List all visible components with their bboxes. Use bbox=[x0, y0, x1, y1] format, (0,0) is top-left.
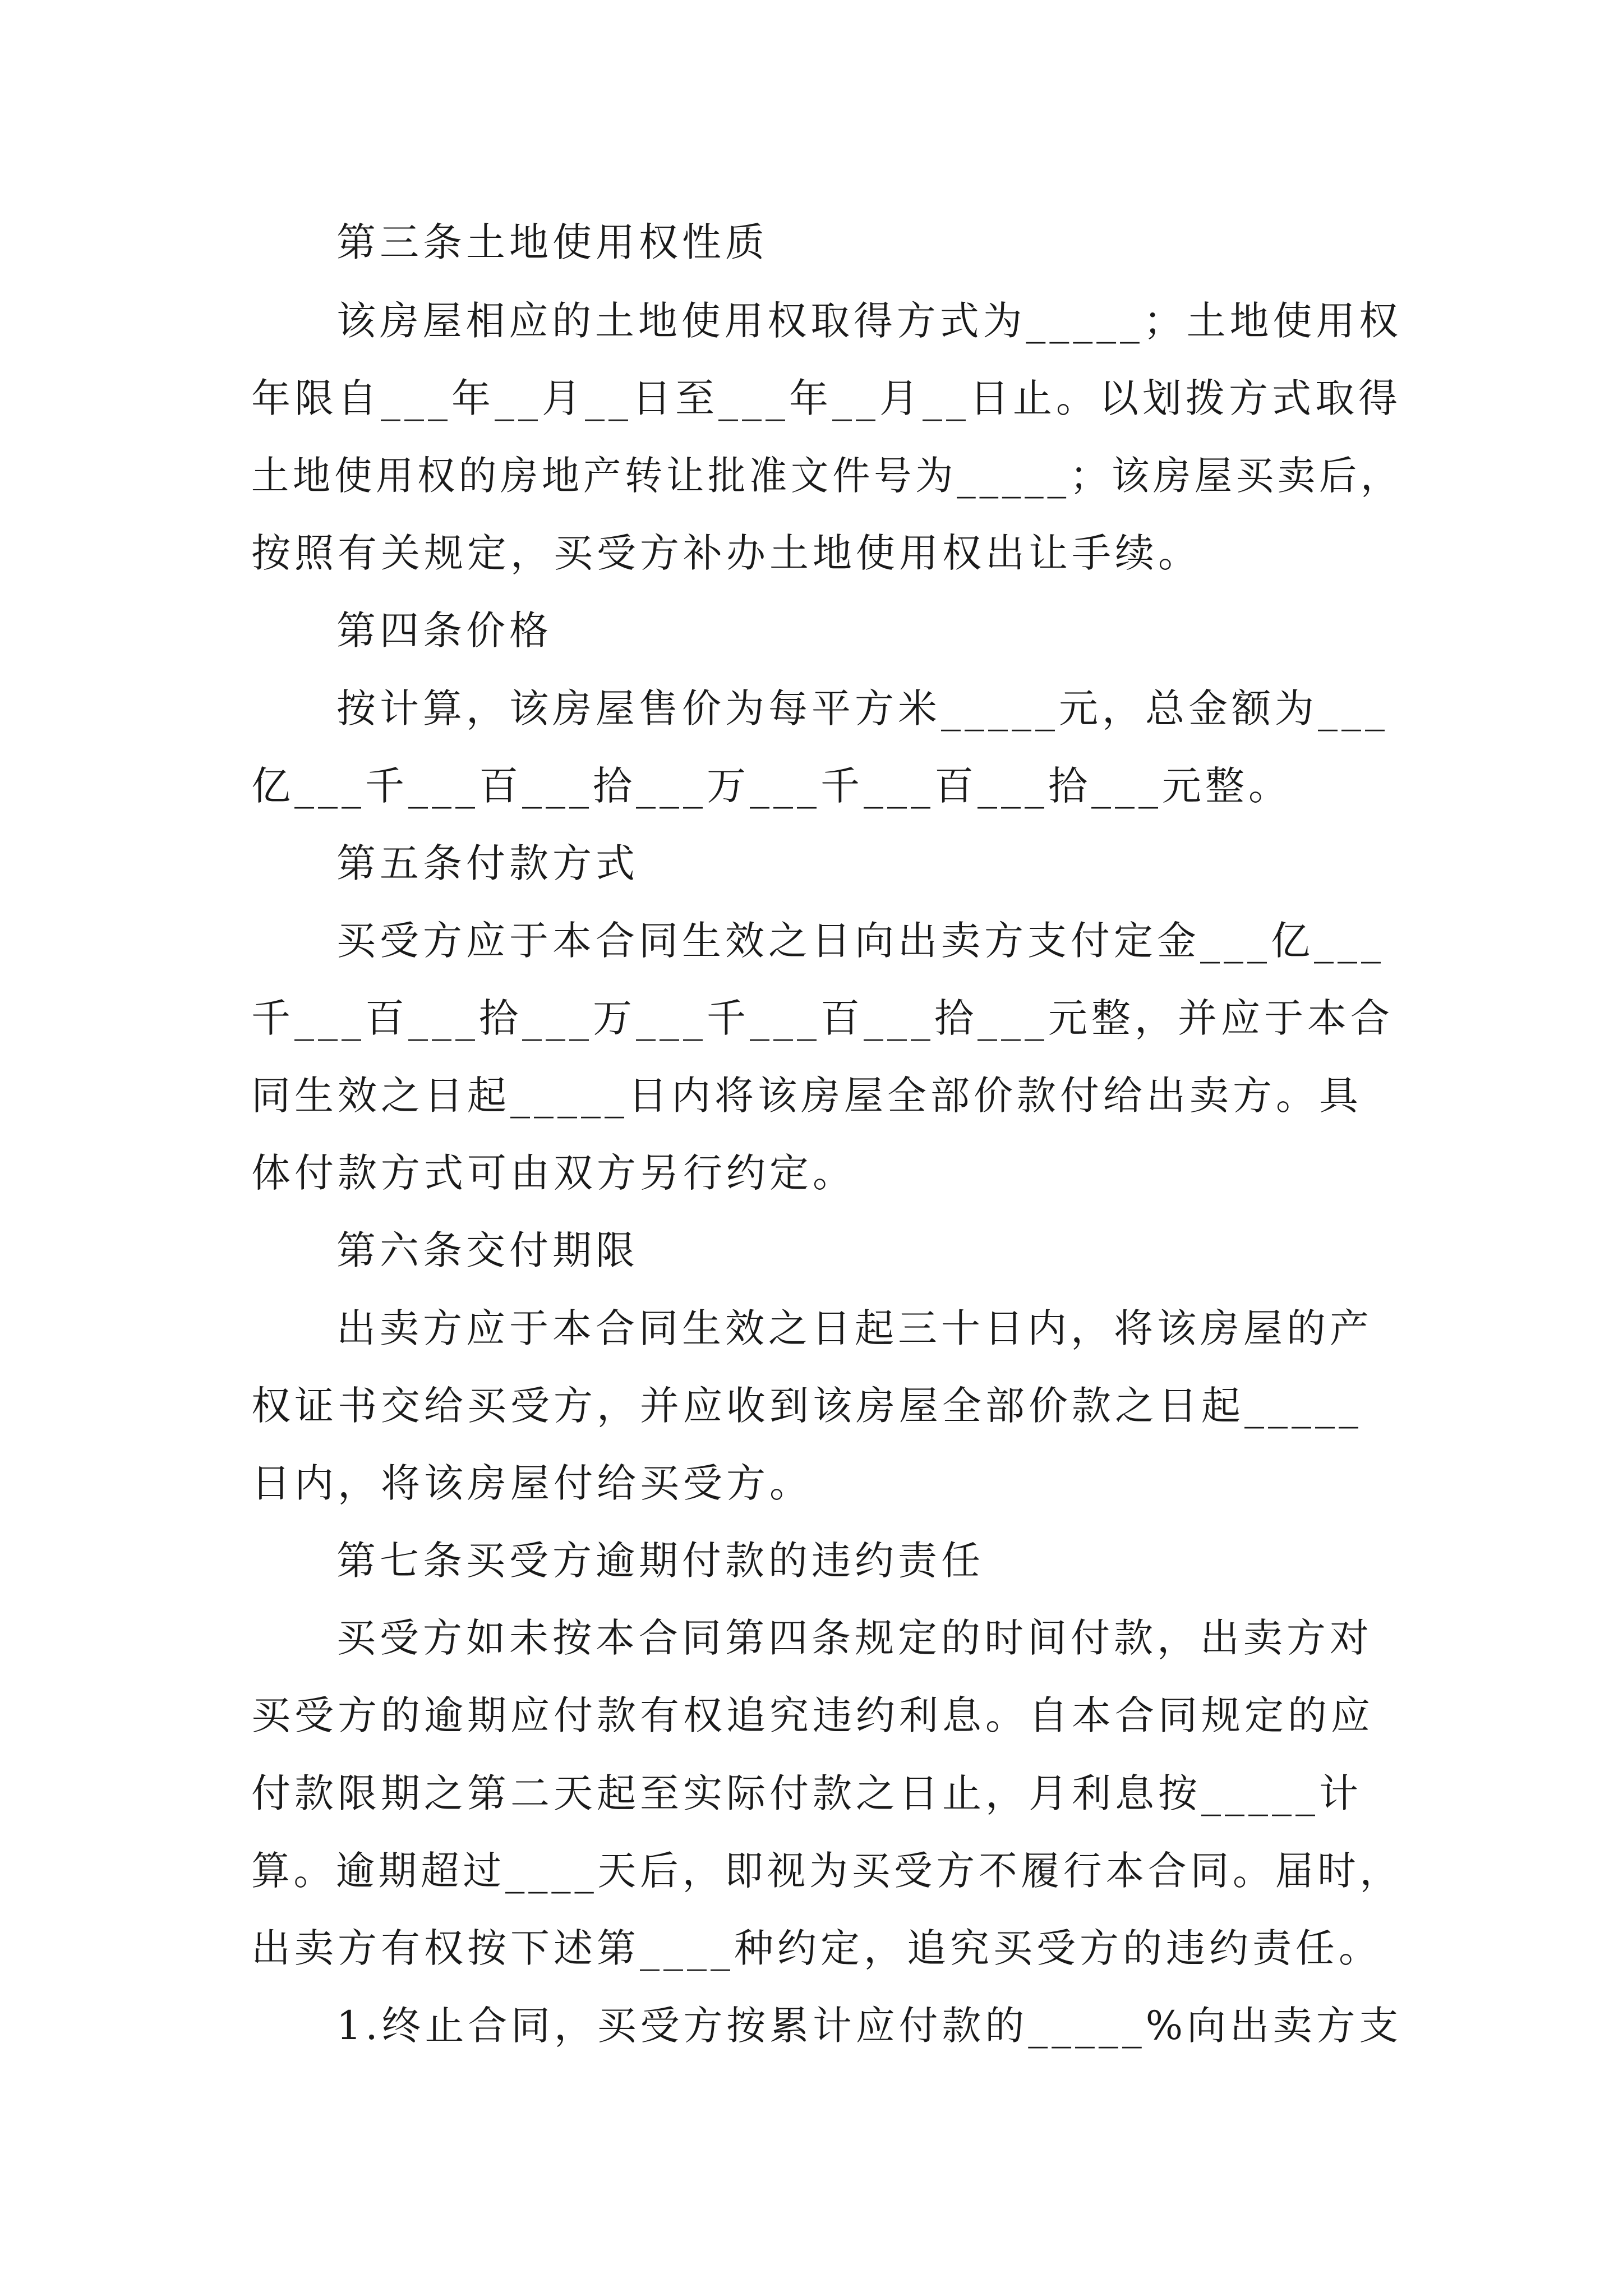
article-4-heading: 第四条价格 bbox=[336, 608, 552, 654]
article-5-text-line: 体付款方式可由双方另行约定。 bbox=[251, 1150, 856, 1196]
article-6-text-line: 出卖方应于本合同生效之日起三十日内，将该房屋的产 bbox=[336, 1305, 1373, 1351]
article-5-text-line: 千___百___拾___万___千___百___拾___元整，并应于本合 bbox=[251, 995, 1394, 1041]
article-6-text-line: 日内，将该房屋付给买受方。 bbox=[251, 1460, 813, 1506]
article-7-text-line: 买受方如未按本合同第四条规定的时间付款，出卖方对 bbox=[336, 1615, 1373, 1661]
article-7-heading: 第七条买受方逾期付款的违约责任 bbox=[336, 1538, 984, 1584]
article-7-text-line: 付款限期之第二天起至实际付款之日止，月利息按_____计 bbox=[251, 1770, 1362, 1816]
article-3-text-line: 按照有关规定，买受方补办土地使用权出让手续。 bbox=[251, 530, 1201, 576]
article-7-text-line: 买受方的逾期应付款有权追究违约利息。自本合同规定的应 bbox=[251, 1692, 1374, 1738]
article-3-text-line: 该房屋相应的土地使用权取得方式为_____；土地使用权 bbox=[336, 298, 1403, 344]
article-4-text-line: 亿___千___百___拾___万___千___百___拾___元整。 bbox=[251, 763, 1292, 809]
article-5-text-line: 买受方应于本合同生效之日向出卖方支付定金___亿___ bbox=[336, 918, 1385, 964]
article-5-heading: 第五条付款方式 bbox=[336, 840, 639, 886]
article-3-heading: 第三条土地使用权性质 bbox=[336, 219, 768, 265]
article-7-text-line: 出卖方有权按下述第____种约定，追究买受方的违约责任。 bbox=[251, 1925, 1382, 1971]
article-7-text-line: 算。逾期超过____天后，即视为买受方不履行本合同。届时， bbox=[251, 1848, 1402, 1894]
article-6-heading: 第六条交付期限 bbox=[336, 1227, 639, 1273]
article-5-text-line: 同生效之日起_____日内将该房屋全部价款付给出卖方。具 bbox=[251, 1073, 1362, 1119]
clause-1-text-line: 1.终止合同，买受方按累计应付款的_____%向出卖方支 bbox=[336, 2003, 1403, 2049]
article-3-text-line: 年限自___年__月__日至___年__月__日止。以划拨方式取得 bbox=[251, 375, 1401, 421]
article-6-text-line: 权证书交给买受方，并应收到该房屋全部价款之日起_____ bbox=[251, 1383, 1362, 1429]
article-4-text-line: 按计算，该房屋售价为每平方米_____元，总金额为___ bbox=[336, 685, 1389, 731]
article-3-text-line: 土地使用权的房地产转让批准文件号为_____；该房屋买卖后， bbox=[251, 453, 1402, 499]
